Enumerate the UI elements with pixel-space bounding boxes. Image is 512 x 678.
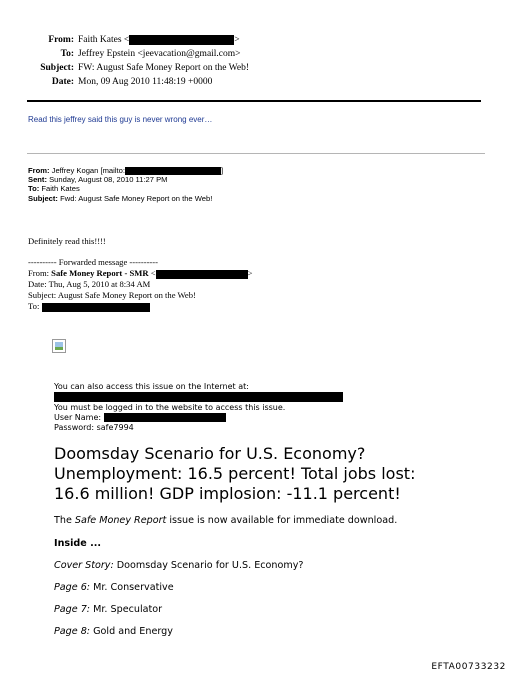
availability-prefix: The [54,515,75,526]
forward1-subject-value: Fwd: August Safe Money Report on the Web! [60,193,213,203]
forward1-sent-label: Sent: [28,175,47,185]
availability-title: Safe Money Report [74,515,167,526]
inside-item-page-7 [54,604,162,616]
availability-suffix: issue is now available for immediate download. [166,515,398,526]
inside-item-label: Page 8: [54,626,91,637]
header-divider [27,100,481,102]
header-date-row [0,75,249,89]
access-username-label: User Name: [54,412,102,422]
access-info [54,382,343,433]
access-line-1: You can also access this issue on the Internet at: [54,382,249,391]
header-from-tail: > [234,35,240,45]
forward2-from-value: Safe Money Report - SMR [51,268,149,278]
forward2-from-row [28,268,252,279]
forward1-from-label: From: [28,166,50,175]
access-password-row: Password: safe7994 [54,422,134,432]
redaction-bar [54,392,343,402]
forward2-to-label: To: [28,301,40,311]
forward1-subject-row [28,194,223,203]
redaction-bar [129,35,234,45]
redaction-bar [156,270,248,279]
header-date-value: Mon, 09 Aug 2010 11:48:19 +0000 [78,77,213,87]
forward2-separator: ---------- Forwarded message ---------- [28,257,159,267]
inside-label: Inside ... [54,538,102,549]
forward2-subject-row: Subject: August Safe Money Report on the Web! [28,290,196,300]
inside-item-label: Page 7: [54,604,91,615]
availability-line [54,515,397,527]
forward1-header [28,166,223,203]
forward2-header [28,257,252,312]
header-subject-label: Subject: [40,63,74,73]
header-from-row [0,33,249,47]
forward2-from-tail: > [247,268,253,278]
redaction-bar [104,413,226,422]
header-to-value: Jeffrey Epstein <jeevacation@gmail.com> [78,49,241,59]
header-date-label: Date: [51,77,74,87]
forward1-sent-value: Sunday, August 08, 2010 11:27 PM [49,175,168,185]
forward2-intro: Definitely read this!!!! [28,236,106,246]
document-id: EFTA00733232 [431,662,506,672]
header-from-value: Faith Kates < [78,35,130,45]
header-to-label: To: [60,49,74,59]
header-subject-row [0,61,249,75]
forward2-to-row [28,301,252,312]
forward1-from-row [28,166,223,175]
forward1-subject-label: Subject: [28,193,58,203]
inside-item-text: Mr. Conservative [90,582,174,593]
forward1-to-row [28,184,223,193]
email-header [0,33,249,89]
headline [54,444,415,504]
forward-note: Read this jeffrey said this guy is never wrong ever… [28,115,213,124]
header-subject-value: FW: August Safe Money Report on the Web! [78,63,250,73]
inside-item-page-8 [54,626,173,638]
headline-line-1: Doomsday Scenario for U.S. Economy? [54,444,366,463]
inside-item-text: Gold and Energy [90,626,173,637]
inside-item-label: Page 6: [54,582,91,593]
headline-line-3: 16.6 million! GDP implosion: -11.1 percent! [54,484,401,503]
access-line-2: You must be logged in to the website to access this issue. [54,402,286,412]
access-url-row [54,392,343,403]
forward1-from-tail: ] [220,166,224,175]
forward2-from-label: From: [28,268,50,278]
inside-item-text: Doomsday Scenario for U.S. Economy? [113,560,304,571]
forward1-to-label: To: [28,184,40,194]
inside-item-text: Mr. Speculator [90,604,163,615]
redaction-bar [125,166,224,175]
headline-line-2: Unemployment: 16.5 percent! Total jobs lost: [54,464,416,483]
inside-item-cover-story [54,560,303,572]
redaction-bar [42,303,150,312]
access-username-row [54,413,343,423]
inside-item-page-6 [54,582,174,594]
forward1-to-value: Faith Kates [41,184,80,194]
header-to-row [0,47,249,61]
forward2-from-open: < [148,268,156,278]
forward1-from-value: Jeffrey Kogan [mailto: [51,166,125,175]
inside-item-label: Cover Story: [54,560,114,571]
section-divider [27,153,485,154]
forward1-sent-row [28,175,223,184]
forward2-date-row: Date: Thu, Aug 5, 2010 at 8:34 AM [28,279,151,289]
header-from-label: From: [48,35,74,45]
broken-image-icon [52,339,66,353]
